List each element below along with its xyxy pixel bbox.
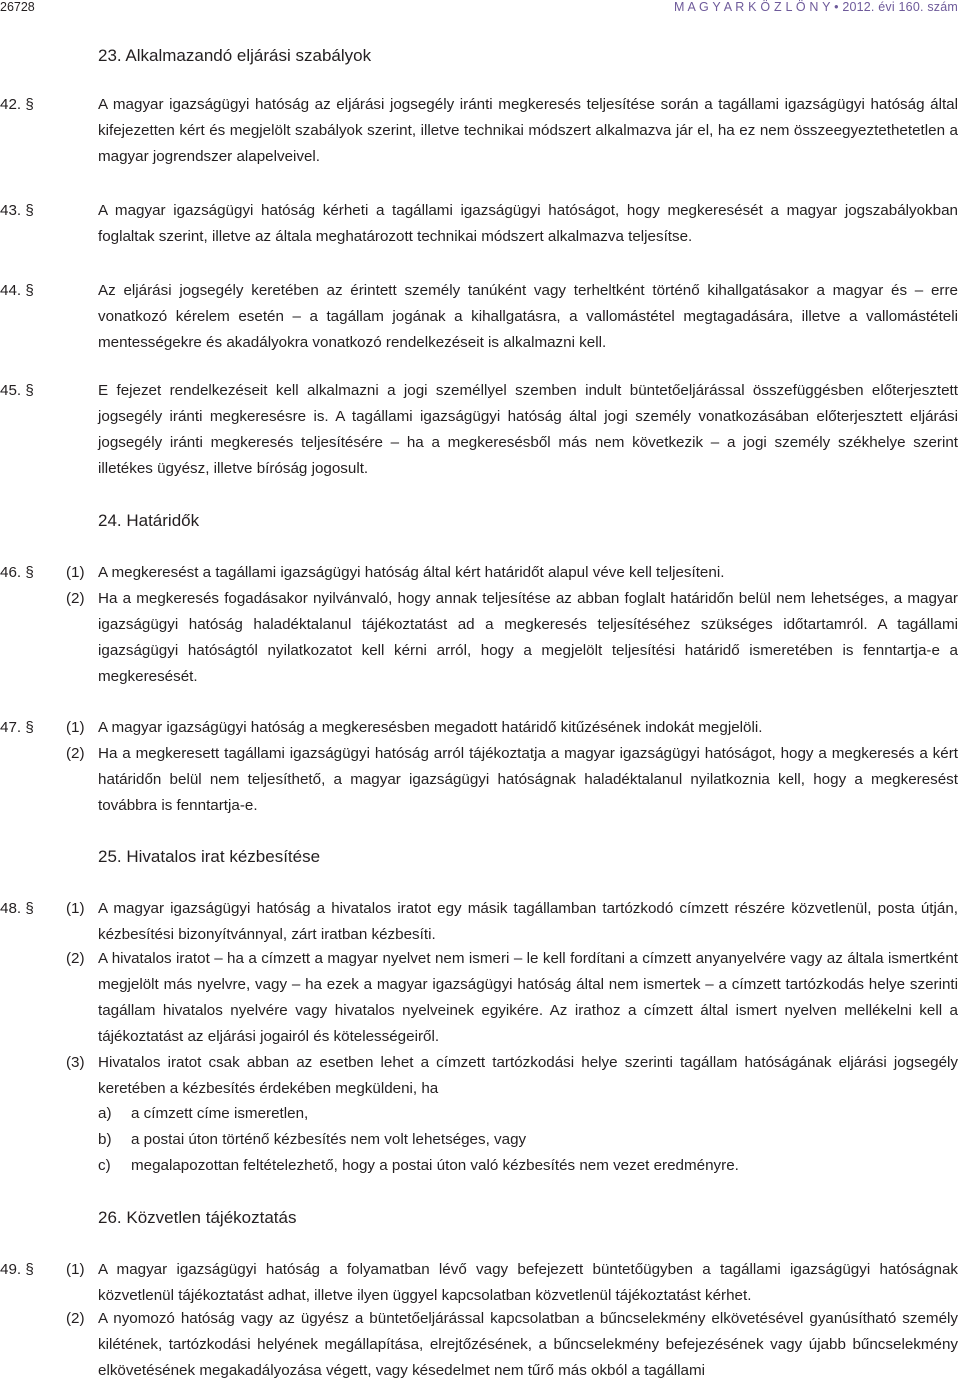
section-heading-26: 26. Közvetlen tájékoztatás	[98, 1208, 297, 1227]
paragraph-number: 43. §	[0, 202, 34, 219]
subsection-number: (2)	[66, 590, 85, 607]
page-number: 26728	[0, 0, 35, 14]
paragraph-number: 47. §	[0, 719, 34, 736]
subsection-text: A magyar igazságügyi hatóság a folyamatban lévő vagy befejezett büntetőügyben a tagállami igazságügyi hatóságnak közvetlenül tájékoztatást adhat, illetve ilyen üggyel kapcsolatban közvetlenül tájékoztatást kérhet.	[98, 1261, 958, 1304]
subsection-number: (2)	[66, 745, 85, 762]
subsection-number: (3)	[66, 1054, 85, 1071]
section-heading-25: 25. Hivatalos irat kézbesítése	[98, 847, 321, 866]
subsection-text: A magyar igazságügyi hatóság a megkeresésben megadott határidő kitűzésének indokát megjelöli.	[98, 719, 763, 736]
paragraph-text: A magyar igazságügyi hatóság az eljárási jogsegély iránti megkeresés teljesítése során a tagállami igazságügyi hatóság által kifejezetten kért és megjelölt szabályok szerint, illetve technikai módszert alkalmazva jár el, ha ez nem összeegyeztethetetlen a magyar jogrendszer alapelveivel.	[98, 96, 958, 165]
paragraph-text: A magyar igazságügyi hatóság kérheti a tagállami igazságügyi hatóságot, hogy megkeresését a magyar jogszabályokban foglaltak szerint, illetve az általa meghatározott technikai módszert alkalmazva teljesítse.	[98, 202, 958, 245]
paragraph-number: 46. §	[0, 564, 34, 581]
subsection-text: Ha a megkeresés fogadásakor nyilvánvaló, hogy annak teljesítése az abban foglalt határidőn belül nem lehetséges, a magyar igazságügyi hatóság haladéktalanul tájékoztatást ad a megkeresés teljesítéséhez szükséges időtartamról. A tagállami igazságügyi hatóságtól nyilatkozatot kell kérni arról, hogy a megjelölt teljesítési határidő ismeretében is fenntartja-e a megkeresését.	[98, 590, 958, 685]
point-label: a)	[98, 1105, 112, 1122]
point-label: c)	[98, 1157, 111, 1174]
subsection-text: A nyomozó hatóság vagy az ügyész a büntetőeljárással kapcsolatban a bűncselekmény elkövetésével gyanúsítható személy kilétének, tartózkodási helyének megállapítása, elrejtőzésének, a bűncselekmény befejezésének vagy újabb bűncselekmény elkövetésének megakadályozása végett, vagy késedelmet nem tűrő más okból a tagállami	[98, 1310, 958, 1379]
paragraph-number: 49. §	[0, 1261, 34, 1278]
publication-title: M A G Y A R K Ö Z L Ö N Y • 2012. évi 160. szám	[673, 0, 958, 14]
subsection-text: A megkeresést a tagállami igazságügyi hatóság által kért határidőt alapul véve kell teljesíteni.	[98, 564, 725, 581]
subsection-text: Ha a megkeresett tagállami igazságügyi hatóság arról tájékoztatja a magyar igazságügyi hatóságot, hogy a megkeresés a kért határidőn belül nem teljesíthető, a magyar igazságügyi hatóságnak haladéktalanul nyilatkoznia kell, hogy a megkeresést továbbra is fenntartja-e.	[98, 745, 958, 814]
paragraph-number: 45. §	[0, 382, 34, 399]
subsection-text: Hivatalos iratot csak abban az esetben lehet a címzett tartózkodási helye szerinti tagállam hatóságának eljárási jogsegély keretében a kézbesítés érdekében megküldeni, ha	[98, 1054, 958, 1097]
paragraph-number: 44. §	[0, 282, 34, 299]
subsection-text: A hivatalos iratot – ha a címzett a magyar nyelvet nem ismeri – le kell fordítani a címzett anyanyelvére vagy az általa ismertként megjelölt más nyelvre, vagy – ha ezek a magyar igazságügyi hatóság által nem ismertek – a címzett tartózkodás helye szerinti tagállam hivatalos nyelvére vagy hivatalos nyelveinek egyikére. Az irathoz a címzett által ismert nyelven mellékelni kell a tájékoztatást az eljárási jogairól és kötelességeiről.	[98, 950, 958, 1045]
point-text: megalapozottan feltételezhető, hogy a postai úton való kézbesítés nem vezet eredményre.	[131, 1157, 739, 1174]
subsection-number: (1)	[66, 1261, 85, 1278]
paragraph-number: 48. §	[0, 900, 34, 917]
point-label: b)	[98, 1131, 112, 1148]
section-heading-24: 24. Határidők	[98, 511, 200, 530]
subsection-number: (1)	[66, 719, 85, 736]
section-heading-23: 23. Alkalmazandó eljárási szabályok	[98, 46, 372, 65]
subsection-number: (1)	[66, 564, 85, 581]
point-text: a címzett címe ismeretlen,	[131, 1105, 309, 1122]
paragraph-text: Az eljárási jogsegély keretében az érintett személy tanúként vagy terheltként történő kihallgatásakor a magyar és – erre vonatkozó kérelem esetén – a tagállam jogának a kihallgatásra, a vallomástétel megtagadására, illetve a vallomástételi mentességekre és akadályokra vonatkozó rendelkezéseit is alkalmazni kell.	[98, 282, 958, 351]
subsection-number: (2)	[66, 1310, 85, 1327]
subsection-text: A magyar igazságügyi hatóság a hivatalos iratot egy másik tagállamban tartózkodó címzett részére közvetlenül, posta útján, kézbesítési bizonyítvánnyal, zárt iratban kézbesíti.	[98, 900, 958, 943]
paragraph-number: 42. §	[0, 96, 34, 113]
paragraph-text: E fejezet rendelkezéseit kell alkalmazni a jogi személlyel szemben indult büntetőeljárással összefüggésben előterjesztett jogsegély iránti megkeresésre is. A tagállami igazságügyi hatóság által jogi személy vonatkozásában előterjesztett eljárási jogsegély iránti megkeresés teljesítésére – ha a megkeresésből más nem következik – a jogi személy székhelye szerint illetékes ügyész, illetve bíróság jogosult.	[98, 382, 958, 477]
subsection-number: (2)	[66, 950, 85, 967]
running-header	[0, 0, 960, 16]
point-text: a postai úton történő kézbesítés nem volt lehetséges, vagy	[131, 1131, 527, 1148]
subsection-number: (1)	[66, 900, 85, 917]
